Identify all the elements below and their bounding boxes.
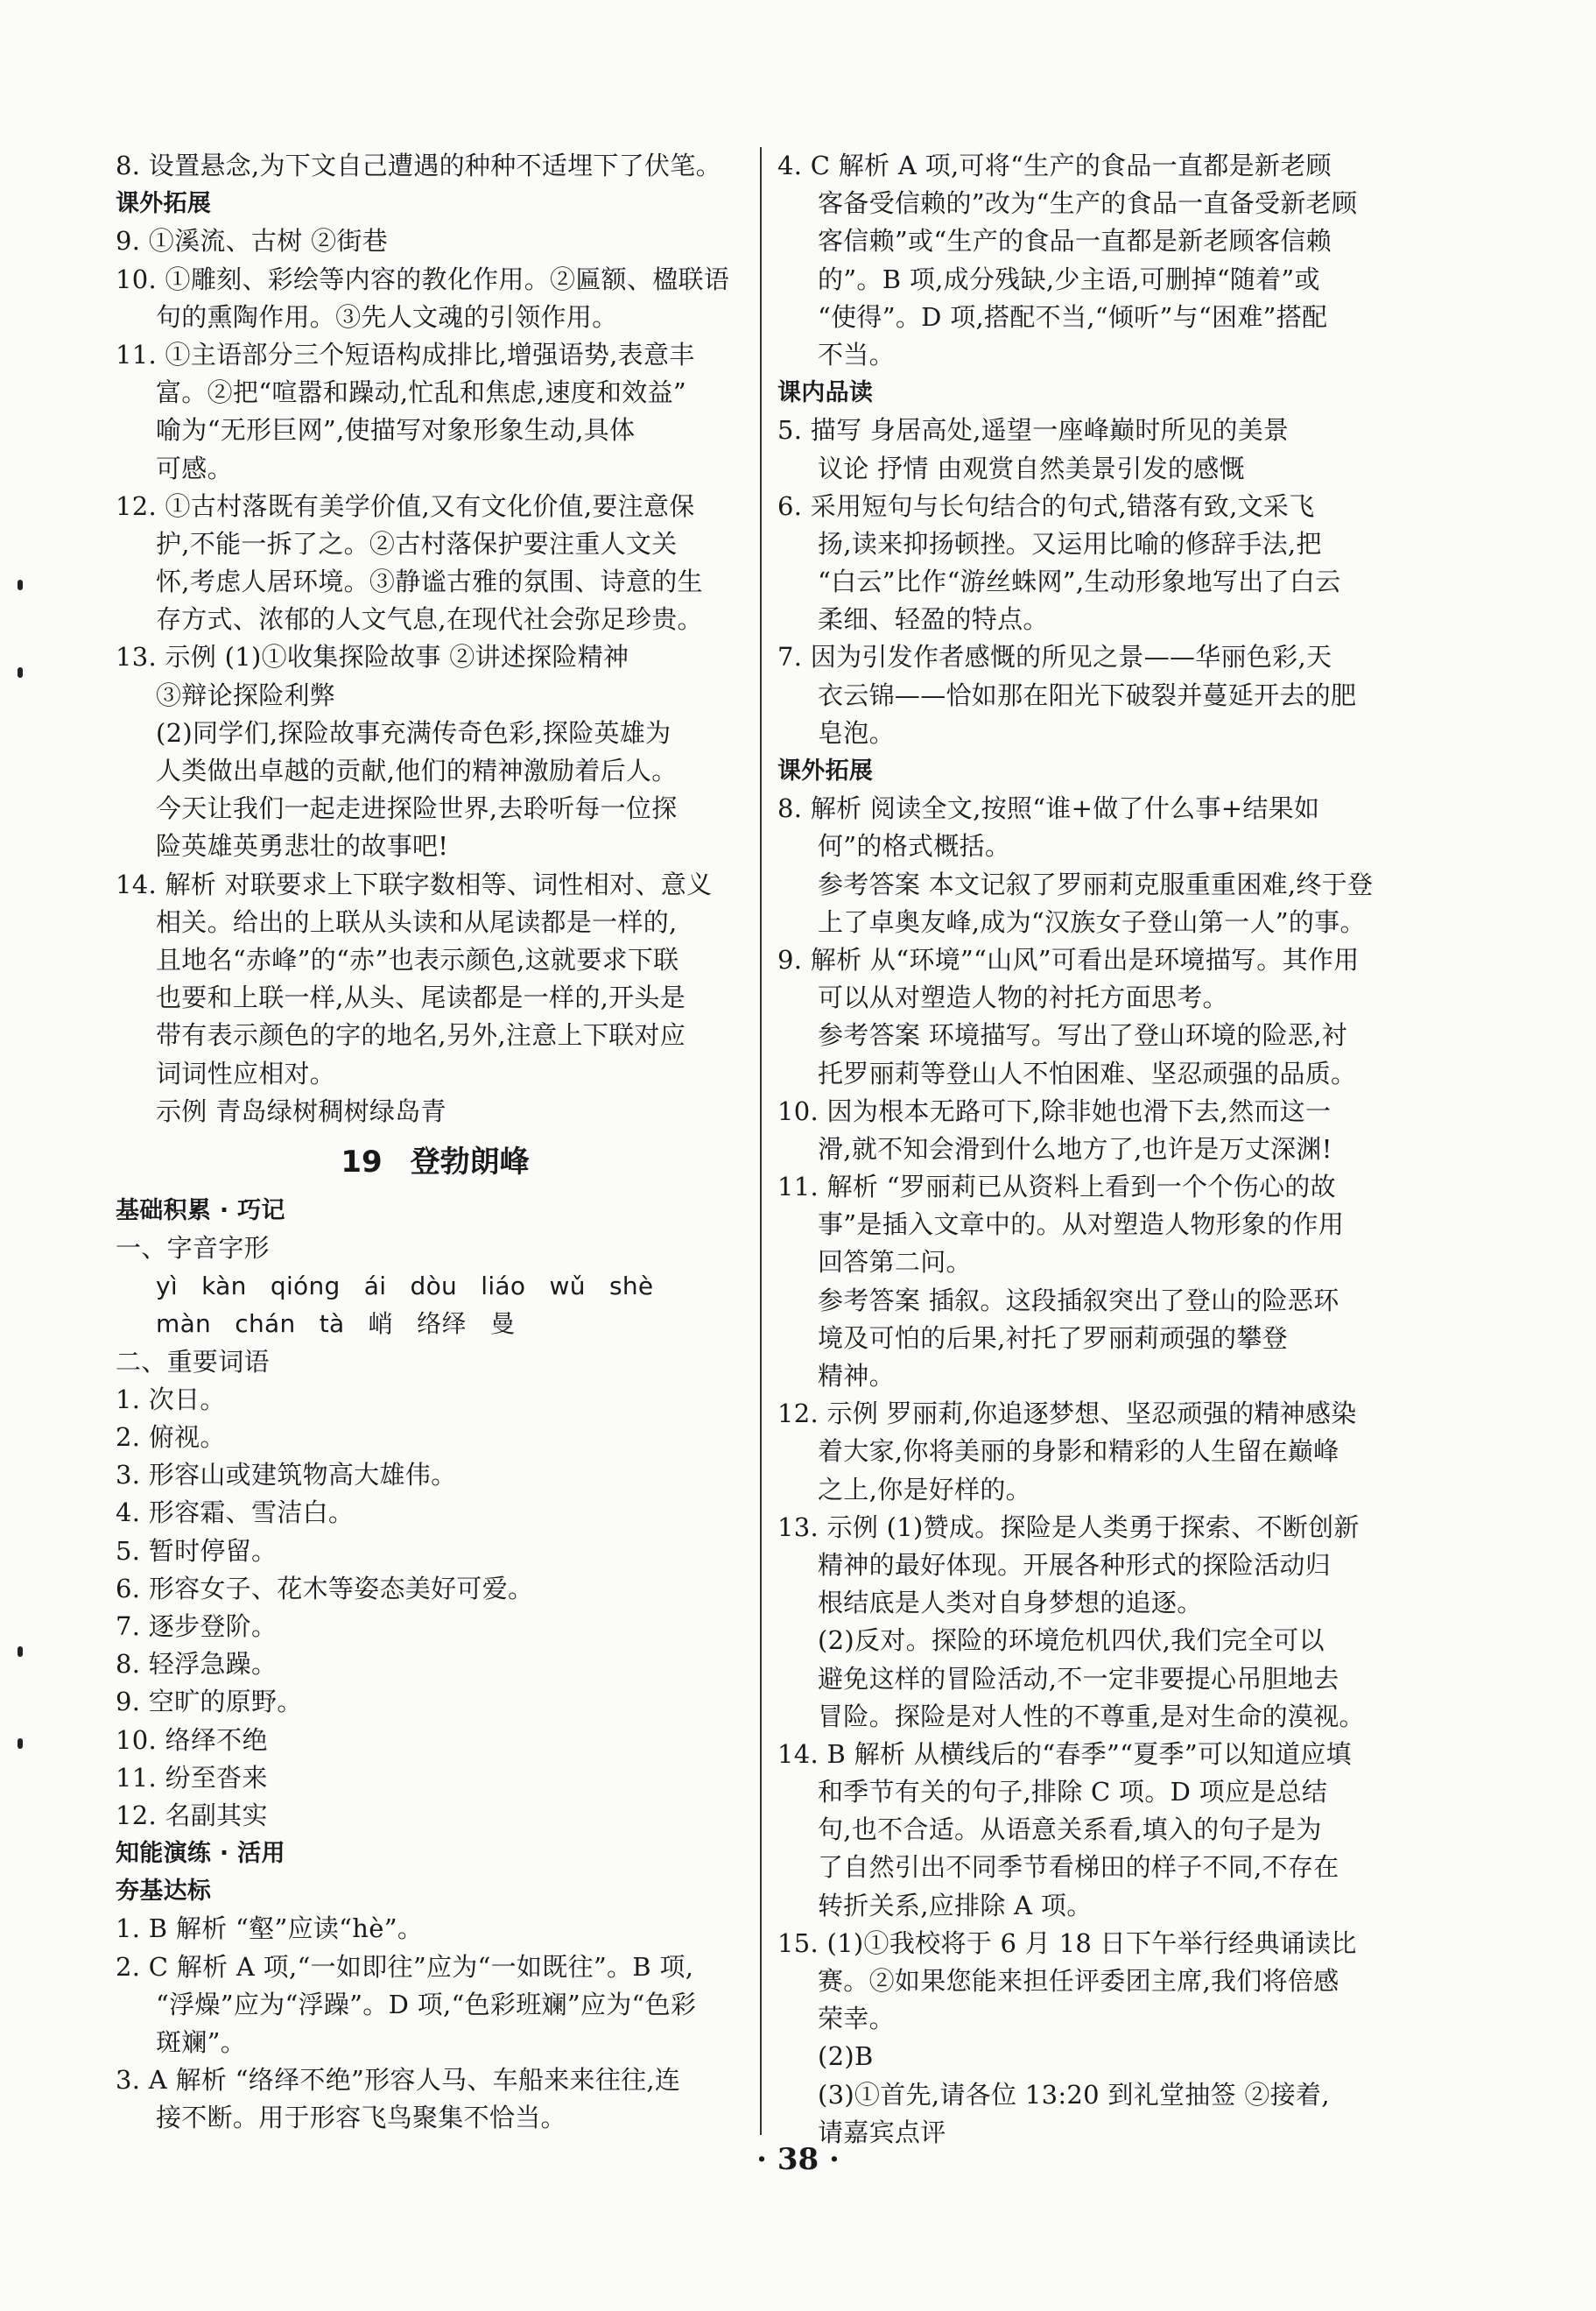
text-line: 托罗丽莉等登山人不怕困难、坚忍顽强的品质。 — [818, 1058, 1357, 1089]
text-line: 11. 纷至沓来 — [116, 1762, 268, 1793]
text-line: 精神的最好体现。开展各种形式的探险活动归 — [818, 1549, 1332, 1580]
text-line: 事”是插入文章中的。从对塑造人物形象的作用 — [818, 1209, 1345, 1240]
text-line: 荣幸。 — [818, 2004, 895, 2034]
text-line: 10. 因为根本无路可下,除非她也滑下去,然而这一 — [777, 1096, 1332, 1126]
text-line: 接不断。用于形容飞鸟聚集不恰当。 — [156, 2103, 566, 2133]
text-line: 8. 轻浮急躁。 — [116, 1649, 278, 1680]
text-line: 14. B 解析 从横线后的“春季”“夏季”可以知道应填 — [777, 1738, 1352, 1769]
text-line: 转折关系,应排除 A 项。 — [818, 1890, 1093, 1920]
text-line: 可感。 — [156, 453, 233, 483]
text-line: 怀,考虑人居环境。③静谧古雅的氛围、诗意的生 — [156, 567, 703, 597]
text-line: 3. A 解析 “络绎不绝”形容人马、车船来来往往,连 — [116, 2065, 681, 2096]
text-line: 3. 形容山或建筑物高大雄伟。 — [116, 1460, 457, 1490]
text-line: 课内品读 — [777, 379, 874, 407]
text-line: 12. ①古村落既有美学价值,又有文化价值,要注意保 — [116, 490, 695, 521]
text-line: 何”的格式概括。 — [818, 831, 1011, 862]
text-line: 11. ①主语部分三个短语构成排比,增强语势,表意丰 — [116, 339, 695, 370]
text-line: 带有表示颜色的字的地名,另外,注意上下联对应 — [156, 1020, 686, 1051]
text-line: 9. 解析 从“环境”“山风”可看出是环境描写。其作用 — [777, 944, 1360, 975]
text-line: 1. B 解析 “壑”应读“hè”。 — [116, 1913, 424, 1944]
scan-mark — [18, 1646, 23, 1657]
text-line: 二、重要词语 — [116, 1346, 270, 1377]
right-column — [777, 147, 1417, 2152]
text-line: 一、字音字形 — [116, 1233, 270, 1264]
text-line: 根结底是人类对自身梦想的追逐。 — [818, 1588, 1203, 1618]
text-line: (2)同学们,探险故事充满传奇色彩,探险英雄为 — [156, 717, 671, 748]
text-line: 精神。 — [818, 1361, 895, 1391]
text-line: 参考答案 插叙。这段插叙突出了登山的险恶环 — [818, 1285, 1339, 1315]
text-line: 避免这样的冒险活动,不一定非要提心吊胆地去 — [818, 1663, 1339, 1694]
text-line: 富。②把“喧嚣和躁动,忙乱和焦虑,速度和效益” — [156, 377, 686, 408]
text-line: 客信赖”或“生产的食品一直都是新老顾客信赖 — [818, 226, 1332, 257]
text-line: 课外拓展 — [777, 757, 874, 785]
text-line: 柔细、轻盈的特点。 — [818, 604, 1049, 635]
text-line: 不当。 — [818, 339, 895, 370]
text-line: 扬,读来抑扬顿挫。又运用比喻的修辞手法,把 — [818, 528, 1322, 559]
text-line: 5. 暂时停留。 — [116, 1535, 278, 1566]
text-line: 回答第二问。 — [818, 1247, 972, 1278]
text-line: 人类做出卓越的贡献,他们的精神激励着后人。 — [156, 756, 678, 786]
text-line: màn chán tà 峭 络绎 曼 — [156, 1309, 516, 1339]
lesson-heading — [116, 1136, 755, 1188]
text-line: 13. 示例 (1)赞成。探险是人类勇于探索、不断创新 — [777, 1511, 1360, 1542]
text-line: 也要和上联一样,从头、尾读都是一样的,开头是 — [156, 983, 686, 1013]
text-line: 的”。B 项,成分残缺,少主语,可删掉“随着”或 — [818, 264, 1320, 294]
text-line: 议论 抒情 由观赏自然美景引发的感慨 — [818, 453, 1245, 483]
text-line: 夯基达标 — [116, 1878, 212, 1906]
text-line: (2)B — [818, 2041, 874, 2072]
text-line: 着大家,你将美丽的身影和精彩的人生留在巅峰 — [818, 1436, 1339, 1467]
text-line: “浮燥”应为“浮躁”。D 项,“色彩班斓”应为“色彩 — [156, 1989, 697, 2019]
text-line: 13. 示例 (1)①收集探险故事 ②讲述探险精神 — [116, 642, 629, 673]
text-line: 7. 因为引发作者感慨的所见之景——华丽色彩,天 — [777, 642, 1332, 673]
text-line: 今天让我们一起走进探险世界,去聆听每一位探 — [156, 793, 678, 824]
text-line: 了自然引出不同季节看梯田的样子不同,不存在 — [818, 1852, 1339, 1883]
text-line: 相关。给出的上联从头读和从尾读都是一样的, — [156, 906, 678, 937]
text-line: 赛。②如果您能来担任评委团主席,我们将倍感 — [818, 1966, 1339, 1996]
text-line: “白云”比作“游丝蛛网”,生动形象地写出了白云 — [818, 567, 1341, 597]
text-line: 险英雄英勇悲壮的故事吧! — [156, 831, 449, 862]
scan-mark — [18, 1738, 23, 1749]
text-line: 12. 名副其实 — [116, 1800, 268, 1830]
text-line: 斑斓”。 — [156, 2027, 247, 2057]
text-line: 参考答案 环境描写。写出了登山环境的险恶,衬 — [818, 1020, 1348, 1051]
text-line: 基础积累 · 巧记 — [116, 1196, 285, 1224]
right-answers — [777, 147, 1417, 2152]
text-line: 4. C 解析 A 项,可将“生产的食品一直都是新老顾 — [777, 151, 1332, 180]
text-line: 之上,你是好样的。 — [818, 1474, 1031, 1504]
text-line: 10. ①雕刻、彩绘等内容的教化作用。②匾额、楹联语 — [116, 264, 730, 294]
text-line: 可以从对塑造人物的衬托方面思考。 — [818, 983, 1228, 1013]
lesson-number: 19 — [341, 1144, 383, 1180]
text-line: 滑,就不知会滑到什么地方了,也许是万丈深渊! — [818, 1133, 1332, 1164]
text-line: 2. C 解析 A 项,“一如即往”应为“一如既往”。B 项, — [116, 1951, 694, 1982]
text-line: 10. 络绎不绝 — [116, 1724, 268, 1755]
text-line: 皂泡。 — [818, 717, 895, 748]
text-line: 11. 解析 “罗丽莉已从资料上看到一个个伤心的故 — [777, 1172, 1336, 1202]
left-column — [116, 147, 755, 2138]
scan-mark — [18, 580, 23, 590]
text-line: 且地名“赤峰”的“赤”也表示颜色,这就要求下联 — [156, 944, 679, 975]
text-line: 7. 逐步登阶。 — [116, 1610, 278, 1641]
text-line: 5. 描写 身居高处,遥望一座峰巅时所见的美景 — [777, 415, 1290, 446]
text-line: 喻为“无形巨网”,使描写对象形象生动,具体 — [156, 415, 636, 446]
lesson-title: 登勃朗峰 — [410, 1144, 530, 1180]
text-line: 15. (1)①我校将于 6 月 18 日下午举行经典诵读比 — [777, 1927, 1357, 1958]
left-answers — [116, 147, 755, 1131]
scan-mark — [18, 667, 23, 678]
text-line: 6. 形容女子、花木等姿态美好可爱。 — [116, 1573, 534, 1603]
text-line: 词词性应相对。 — [156, 1058, 336, 1089]
text-line: 衣云锦——恰如那在阳光下破裂并蔓延开去的肥 — [818, 680, 1357, 710]
text-line: 境及可怕的后果,衬托了罗丽莉顽强的攀登 — [818, 1322, 1288, 1353]
text-line: 8. 解析 阅读全文,按照“谁+做了什么事+结果如 — [777, 793, 1320, 824]
text-line: 1. 次日。 — [116, 1384, 226, 1414]
text-line: 冒险。探险是对人性的不尊重,是对生命的漠视。 — [818, 1701, 1365, 1731]
text-line: 4. 形容霜、雪洁白。 — [116, 1497, 355, 1528]
text-line: 14. 解析 对联要求上下联字数相等、词性相对、意义 — [116, 869, 713, 899]
text-line: 9. 空旷的原野。 — [116, 1687, 303, 1717]
text-line: (3)①首先,请各位 13:20 到礼堂抽签 ②接着, — [818, 2079, 1330, 2110]
column-divider — [760, 147, 762, 2135]
text-line: 和季节有关的句子,排除 C 项。D 项应是总结 — [818, 1777, 1328, 1807]
text-line: 9. ①溪流、古树 ②街巷 — [116, 226, 389, 257]
text-line: 课外拓展 — [116, 190, 212, 218]
text-line: 8. 设置悬念,为下文自己遭遇的种种不适埋下了伏笔。 — [116, 151, 721, 180]
text-line: 客备受信赖的”改为“生产的食品一直备受新老顾 — [818, 188, 1358, 219]
text-line: 12. 示例 罗丽莉,你追逐梦想、坚忍顽强的精神感染 — [777, 1399, 1357, 1429]
text-line: 参考答案 本文记叙了罗丽莉克服重重困难,终于登 — [818, 869, 1374, 899]
text-line: 护,不能一拆了之。②古村落保护要注重人文关 — [156, 528, 678, 559]
text-line: 知能演练 · 活用 — [116, 1840, 285, 1868]
page-number: · 38 · — [756, 2142, 840, 2177]
text-line: 句的熏陶作用。③先人文魂的引领作用。 — [156, 301, 618, 332]
text-line: 上了卓奥友峰,成为“汉族女子登山第一人”的事。 — [818, 906, 1366, 937]
text-line: “使得”。D 项,搭配不当,“倾听”与“困难”搭配 — [818, 301, 1328, 332]
text-line: 句,也不合适。从语意关系看,填入的句子是为 — [818, 1814, 1322, 1845]
text-line: yì kàn qióng ái dòu liáo wǔ shè — [156, 1272, 654, 1301]
text-line: 2. 俯视。 — [116, 1422, 226, 1452]
text-line: 示例 青岛绿树稠树绿岛青 — [156, 1096, 446, 1126]
text-line: (2)反对。探险的环境危机四伏,我们完全可以 — [818, 1625, 1325, 1656]
text-line: 请嘉宾点评 — [818, 2117, 946, 2147]
left-answers-lesson — [116, 1192, 755, 2138]
text-line: ③辩论探险利弊 — [156, 680, 336, 710]
text-line: 存方式、浓郁的人文气息,在现代社会弥足珍贵。 — [156, 604, 703, 635]
text-line: 6. 采用短句与长句结合的句式,错落有致,文采飞 — [777, 490, 1315, 521]
